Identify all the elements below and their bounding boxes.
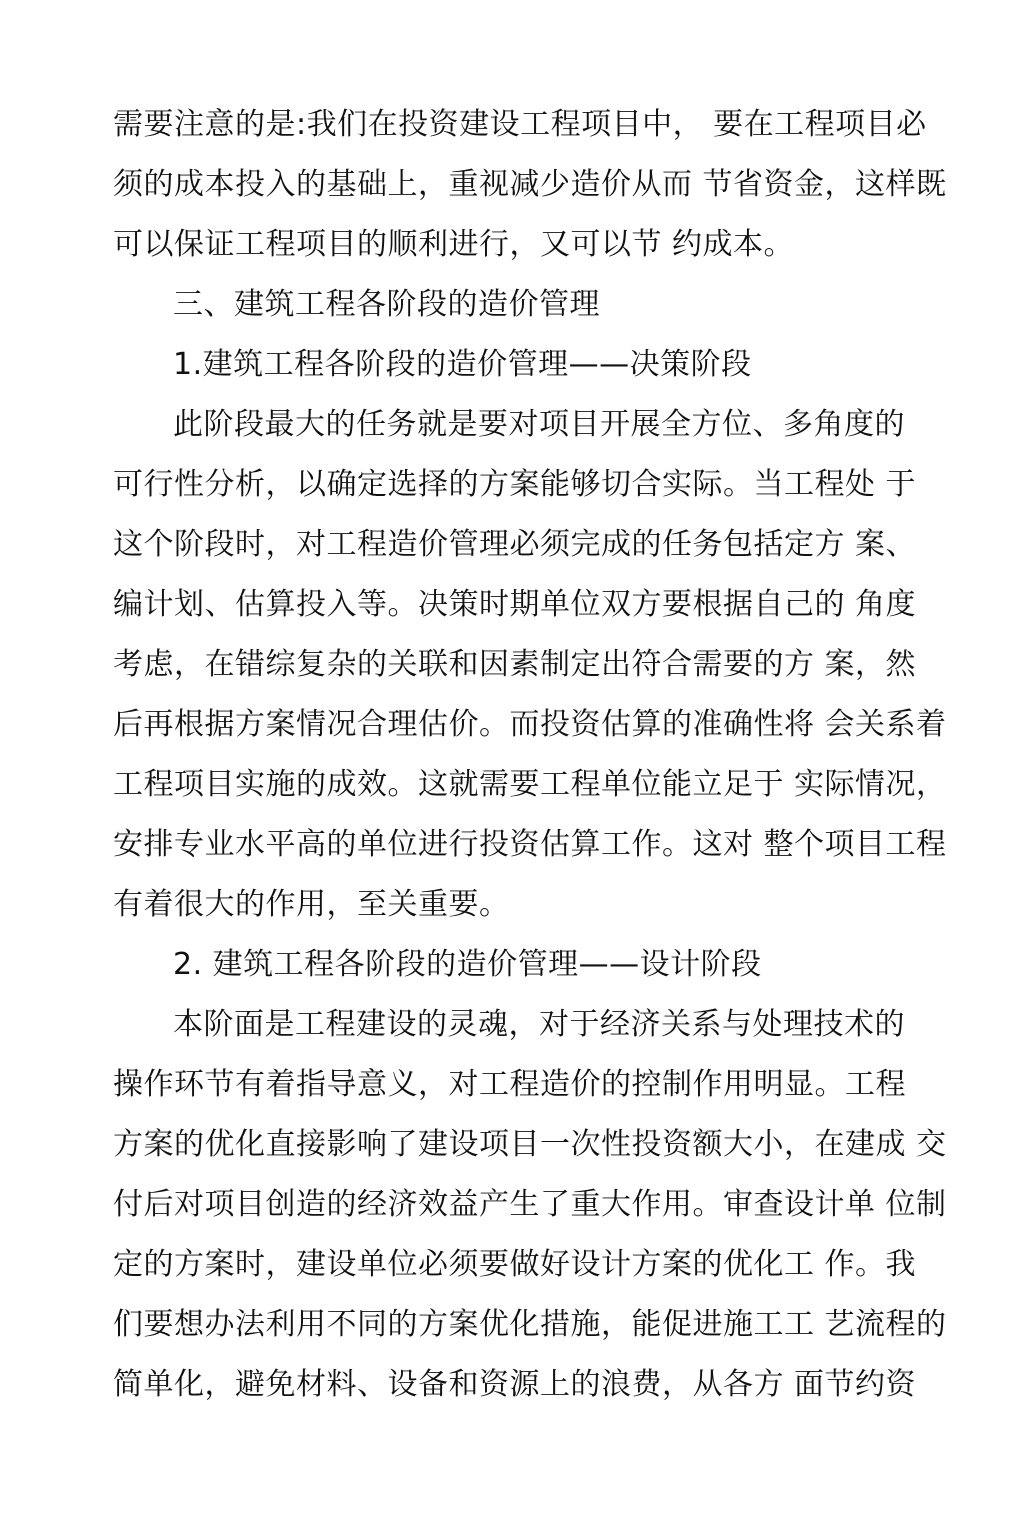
paragraph-line: 须的成本投入的基础上，重视减少造价从而 节省资金，这样既 xyxy=(113,167,947,202)
paragraph-line: 方案的优化直接影响了建设项目一次性投资额大小，在建成 交 xyxy=(113,1127,947,1162)
paragraph-line: 定的方案时，建设单位必须要做好设计方案的优化工 作。我 xyxy=(113,1247,917,1282)
paragraph-line: 工程项目实施的成效。这就需要工程单位能立足于 实际情况， xyxy=(113,767,947,802)
subsection-heading: 2. 建筑工程各阶段的造价管理——设计阶段 xyxy=(173,947,762,982)
paragraph-line: 此阶段最大的任务就是要对项目开展全方位、多角度的 xyxy=(173,407,905,442)
subsection-heading: 1.建筑工程各阶段的造价管理——决策阶段 xyxy=(173,347,752,382)
paragraph-line: 需要注意的是:我们在投资建设工程项目中， 要在工程项目必 xyxy=(113,107,927,142)
paragraph-line: 简单化，避免材料、设备和资源上的浪费，从各方 面节约资 xyxy=(113,1367,917,1402)
paragraph-line: 后再根据方案情况合理估价。而投资估算的准确性将 会关系着 xyxy=(113,707,947,742)
paragraph-line: 这个阶段时，对工程造价管理必须完成的任务包括定方 案、 xyxy=(113,527,917,562)
paragraph-line: 安排专业水平高的单位进行投资估算工作。这对 整个项目工程 xyxy=(113,827,947,862)
paragraph-line: 操作环节有着指导意义，对工程造价的控制作用明显。工程 xyxy=(113,1067,906,1102)
paragraph-line: 本阶面是工程建设的灵魂，对于经济关系与处理技术的 xyxy=(173,1007,905,1042)
paragraph-line: 们要想办法利用不同的方案优化措施，能促进施工工 艺流程的 xyxy=(113,1307,947,1342)
paragraph-line: 考虑，在错综复杂的关联和因素制定出符合需要的方 案，然 xyxy=(113,647,917,682)
section-heading: 三、建筑工程各阶段的造价管理 xyxy=(173,287,600,322)
paragraph-line: 有着很大的作用，至关重要。 xyxy=(113,887,510,922)
paragraph-line: 可行性分析，以确定选择的方案能够切合实际。当工程处 于 xyxy=(113,467,917,502)
paragraph-line: 编计划、估算投入等。决策时期单位双方要根据自己的 角度 xyxy=(113,587,917,622)
paragraph-line: 付后对项目创造的经济效益产生了重大作用。审查设计单 位制 xyxy=(113,1187,947,1222)
paragraph-line: 可以保证工程项目的顺利进行，又可以节 约成本。 xyxy=(113,227,795,262)
